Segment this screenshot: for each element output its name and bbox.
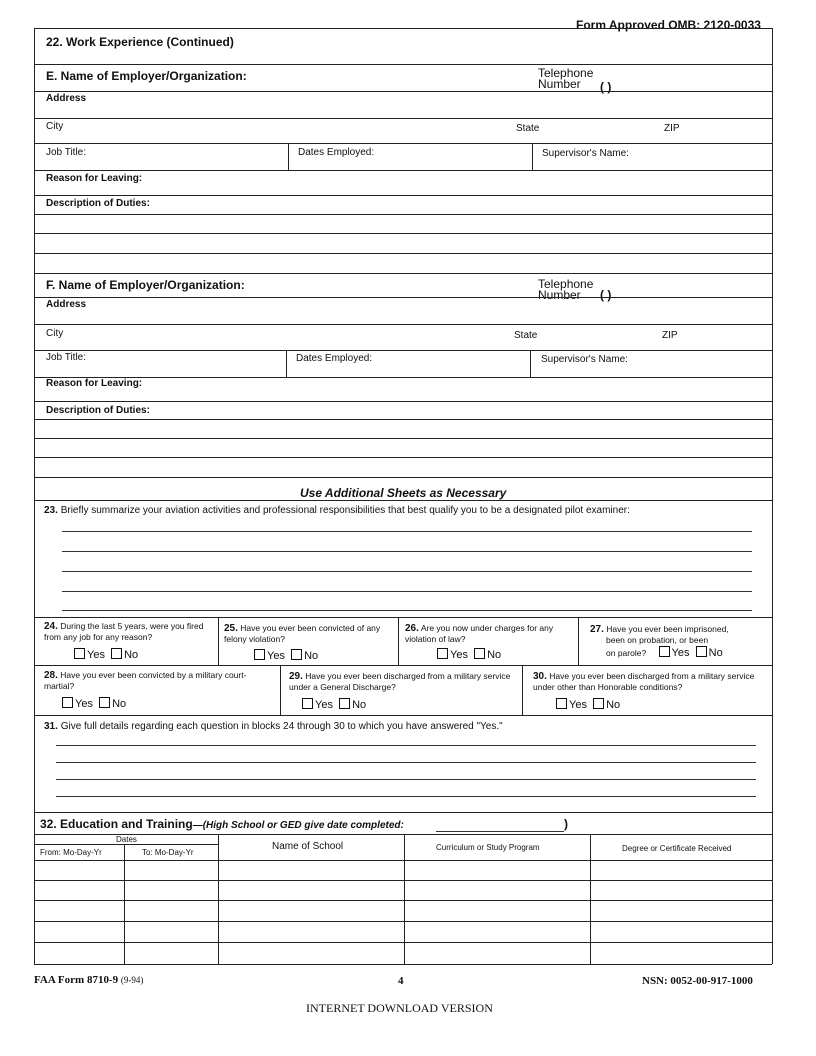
edu-from-header: From: Mo-Day-Yr bbox=[40, 848, 102, 857]
additional-sheets-note: Use Additional Sheets as Necessary bbox=[300, 486, 507, 500]
employer-f-city-label: City bbox=[46, 328, 64, 339]
edu-curriculum-header: Curriculum or Study Program bbox=[436, 843, 540, 852]
q29-number: 29. bbox=[289, 671, 303, 682]
q30-answer bbox=[556, 698, 620, 711]
employer-f-duties-label: Description of Duties: bbox=[46, 405, 150, 416]
employer-f-dates-label: Dates Employed: bbox=[296, 353, 373, 364]
employer-f-phone-field[interactable]: ( ) bbox=[600, 288, 612, 302]
q26-text: Are you now under charges for any violation of law? bbox=[405, 623, 554, 644]
section-32-title bbox=[40, 817, 404, 831]
section-31-label bbox=[44, 721, 503, 732]
employer-f-reason-label: Reason for Leaving: bbox=[46, 378, 143, 389]
question-27 bbox=[590, 624, 770, 659]
question-30 bbox=[533, 671, 769, 693]
q29-yes-checkbox[interactable] bbox=[302, 698, 313, 709]
question-26 bbox=[405, 623, 570, 645]
q24-number: 24. bbox=[44, 621, 58, 632]
q27-yes-checkbox[interactable] bbox=[659, 646, 670, 657]
q27-text-line3: on parole? bbox=[606, 648, 647, 658]
employer-f-job-title-label: Job Title: bbox=[46, 352, 87, 363]
q30-no-label: No bbox=[606, 699, 621, 711]
question-24 bbox=[44, 621, 214, 643]
employer-e-supervisor-label: Supervisor's Name: bbox=[542, 148, 629, 159]
q26-answer bbox=[437, 648, 501, 661]
footer-form-id bbox=[34, 974, 143, 986]
edu-degree-header: Degree or Certificate Received bbox=[622, 844, 732, 853]
q25-no-checkbox[interactable] bbox=[291, 649, 302, 660]
q27-number: 27. bbox=[590, 624, 604, 635]
employer-e-name-label: E. Name of Employer/Organization: bbox=[46, 69, 247, 83]
q27-text-line2: been on probation, or been bbox=[606, 635, 709, 645]
q28-answer bbox=[62, 697, 126, 710]
footer-download-version: INTERNET DOWNLOAD VERSION bbox=[306, 1001, 493, 1015]
employer-f-address-label: Address bbox=[46, 299, 87, 310]
q26-no-checkbox[interactable] bbox=[474, 648, 485, 659]
footer-nsn: NSN: 0052-00-917-1000 bbox=[642, 975, 753, 987]
q25-answer bbox=[254, 649, 318, 662]
employer-e-phone-field[interactable]: ( ) bbox=[600, 80, 612, 94]
q26-yes-checkbox[interactable] bbox=[437, 648, 448, 659]
q26-yes-label: Yes bbox=[450, 649, 468, 661]
section-32-subtitle: —(High School or GED give date completed: bbox=[192, 820, 404, 831]
q24-yes-label: Yes bbox=[87, 649, 105, 661]
q29-text: Have you ever been discharged from a military service under a General Discharge? bbox=[289, 671, 511, 692]
edu-dates-header: Dates bbox=[116, 835, 137, 844]
footer-form-name: FAA Form 8710-9 bbox=[34, 974, 119, 986]
employer-f-state-label: State bbox=[514, 330, 538, 341]
q27-text-line1: Have you ever been imprisoned, bbox=[606, 624, 729, 634]
edu-school-header: Name of School bbox=[272, 841, 344, 852]
employer-f-number-label: Number bbox=[538, 288, 581, 302]
q27-no-checkbox[interactable] bbox=[696, 646, 707, 657]
q30-yes-checkbox[interactable] bbox=[556, 698, 567, 709]
employer-e-duties-label: Description of Duties: bbox=[46, 198, 150, 209]
q24-text: During the last 5 years, were you fired from any job for any reason? bbox=[44, 621, 204, 642]
footer-form-edition: (9-94) bbox=[120, 975, 144, 985]
employer-e-zip-label: ZIP bbox=[664, 123, 680, 134]
q30-no-checkbox[interactable] bbox=[593, 698, 604, 709]
q29-yes-label: Yes bbox=[315, 699, 333, 711]
section-32-close-paren: ) bbox=[564, 817, 568, 831]
employer-e-reason-label: Reason for Leaving: bbox=[46, 173, 143, 184]
section-23-label bbox=[44, 505, 630, 516]
employer-f-name-label: F. Name of Employer/Organization: bbox=[46, 278, 245, 292]
section-31-text: Give full details regarding each question in blocks 24 through 30 to which you have answered "Yes." bbox=[60, 721, 503, 732]
q29-no-label: No bbox=[352, 699, 367, 711]
q26-no-label: No bbox=[487, 649, 502, 661]
q27-no-label: No bbox=[708, 647, 723, 659]
footer-page-number: 4 bbox=[398, 975, 404, 987]
q24-answer bbox=[74, 648, 138, 661]
q30-yes-label: Yes bbox=[569, 699, 587, 711]
omb-approval: Form Approved OMB: 2120-0033 bbox=[576, 18, 761, 32]
section-32-heading: 32. Education and Training bbox=[40, 817, 193, 831]
employer-e-state-label: State bbox=[516, 123, 540, 134]
q25-yes-checkbox[interactable] bbox=[254, 649, 265, 660]
q28-no-label: No bbox=[112, 698, 127, 710]
employer-f-zip-label: ZIP bbox=[662, 330, 678, 341]
q24-yes-checkbox[interactable] bbox=[74, 648, 85, 659]
q28-no-checkbox[interactable] bbox=[99, 697, 110, 708]
employer-e-number-label: Number bbox=[538, 77, 581, 91]
employer-f-supervisor-label: Supervisor's Name: bbox=[541, 354, 628, 365]
question-29 bbox=[289, 671, 517, 693]
q28-yes-label: Yes bbox=[75, 698, 93, 710]
q29-no-checkbox[interactable] bbox=[339, 698, 350, 709]
q30-number: 30. bbox=[533, 671, 547, 682]
question-28 bbox=[44, 670, 274, 692]
ged-date-field[interactable] bbox=[436, 831, 564, 832]
section-31-number: 31. bbox=[44, 721, 58, 732]
q30-text: Have you ever been discharged from a military service under other than Honorable conditions? bbox=[533, 671, 755, 692]
q28-number: 28. bbox=[44, 670, 58, 681]
q29-answer bbox=[302, 698, 366, 711]
q27-yes-label: Yes bbox=[671, 647, 690, 659]
employer-e-telephone-label: Telephone bbox=[538, 66, 594, 80]
q25-number: 25. bbox=[224, 623, 238, 634]
q24-no-label: No bbox=[124, 649, 139, 661]
employer-e-job-title-label: Job Title: bbox=[46, 147, 87, 158]
q25-yes-label: Yes bbox=[267, 650, 285, 662]
section-23-number: 23. bbox=[44, 505, 58, 516]
edu-to-header: To: Mo-Day-Yr bbox=[142, 848, 194, 857]
employer-e-city-label: City bbox=[46, 121, 64, 132]
employer-e-address-label: Address bbox=[46, 93, 87, 104]
q25-no-label: No bbox=[304, 650, 319, 662]
q28-text: Have you ever been convicted by a military court-martial? bbox=[44, 670, 247, 691]
section-22-title: 22. Work Experience (Continued) bbox=[46, 35, 234, 49]
question-25 bbox=[224, 623, 389, 645]
employer-e-dates-label: Dates Employed: bbox=[298, 147, 375, 158]
section-23-text: Briefly summarize your aviation activities and professional responsibilities that best qualify you to be a designated pilot examiner: bbox=[60, 505, 630, 516]
q28-yes-checkbox[interactable] bbox=[62, 697, 73, 708]
q25-text: Have you ever been convicted of any felony violation? bbox=[224, 623, 381, 644]
q24-no-checkbox[interactable] bbox=[111, 648, 122, 659]
q26-number: 26. bbox=[405, 623, 419, 634]
employer-f-telephone-label: Telephone bbox=[538, 277, 594, 291]
